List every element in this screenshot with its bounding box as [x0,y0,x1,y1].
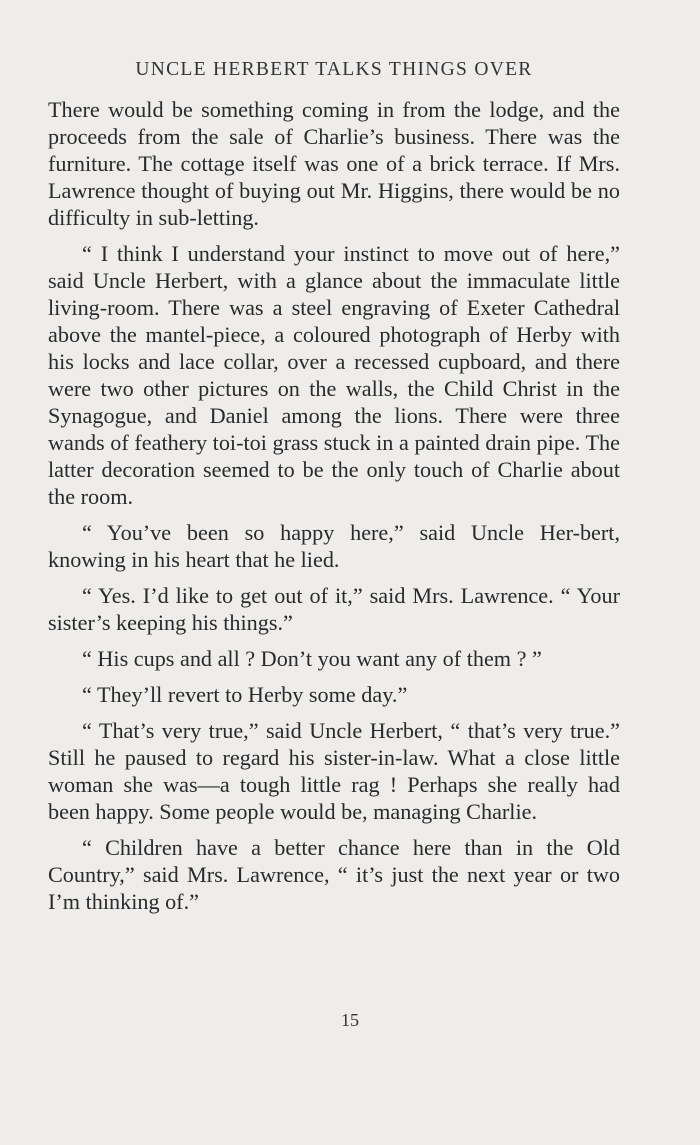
paragraph: “ Yes. I’d like to get out of it,” said Mrs. Lawrence. “ Your sister’s keeping his things.” [48,583,620,635]
paragraph: “ Children have a better chance here than in the Old Country,” said Mrs. Lawrence, “ it’s just the next year or two I’m thinking of.” [48,835,620,914]
body-text [48,96,620,915]
page-content [48,56,620,924]
page-number: 15 [341,1010,359,1030]
paragraph: There would be something coming in from the lodge, and the proceeds from the sale of Charlie’s business. There was the furniture. The cottage itself was one of a brick terrace. If Mrs. Lawrence thought of buying out Mr. Higgins, there would be no difficulty in sub-letting. [48,97,620,230]
paragraph: “ That’s very true,” said Uncle Herbert, “ that’s very true.” Still he paused to regard his sister-in-law. What a close little woman she was—a tough little rag ! Perhaps she really had been happy. Some people would be, managing Charlie. [48,718,620,824]
paragraph: “ They’ll revert to Herby some day.” [82,682,408,707]
running-head: UNCLE HERBERT TALKS THINGS OVER [135,59,533,80]
paragraph: “ His cups and all ? Don’t you want any of them ? ” [82,646,542,671]
paragraph: “ You’ve been so happy here,” said Uncle Her-bert, knowing in his heart that he lied. [48,520,620,572]
paragraph: “ I think I understand your instinct to move out of here,” said Uncle Herbert, with a glance about the immaculate little living-room. There was a steel engraving of Exeter Cathedral above the mantel-piece, a coloured photograph of Herby with his locks and lace collar, over a recessed cupboard, and there were two other pictures on the walls, the Child Christ in the Synagogue, and Daniel among the lions. There were three wands of feathery toi-toi grass stuck in a painted drain pipe. The latter decoration seemed to be the only touch of Charlie about the room. [48,241,620,509]
